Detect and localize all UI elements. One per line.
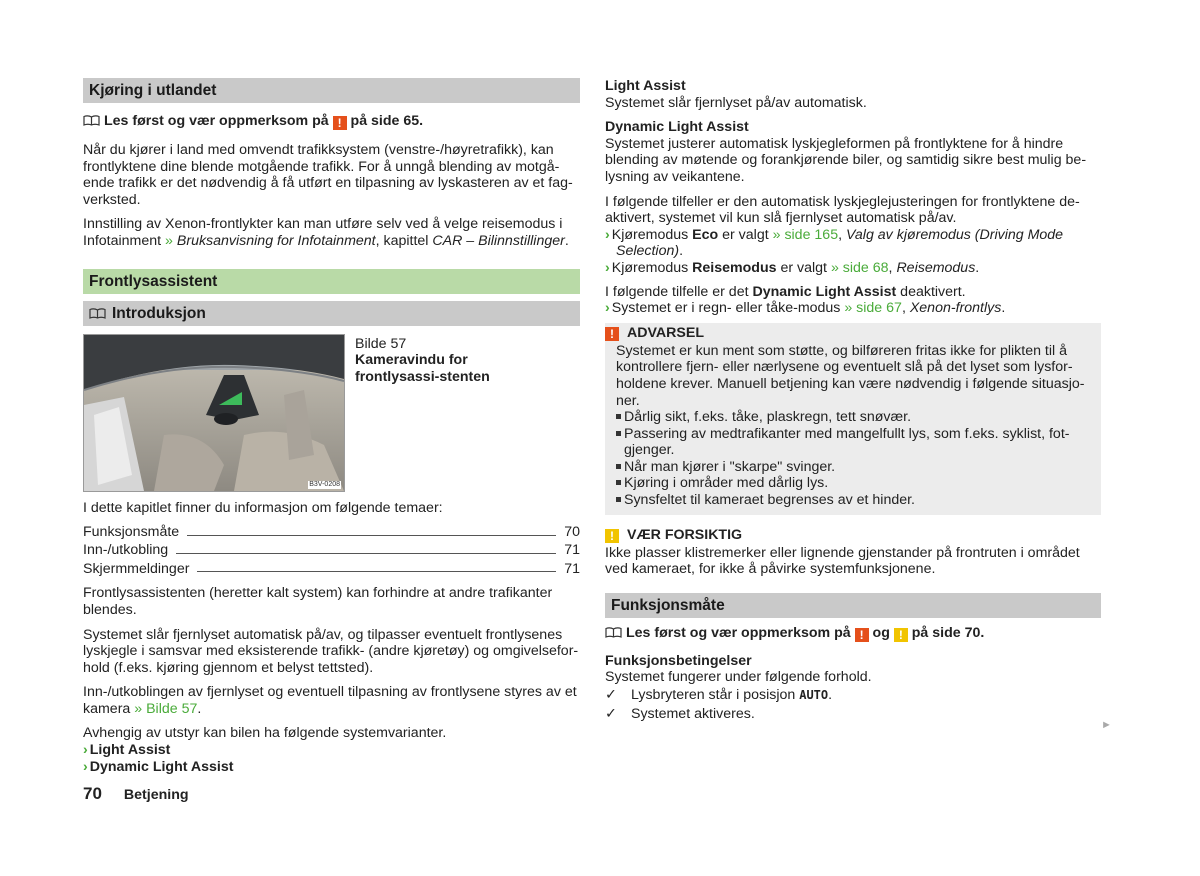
link-infotainment-manual[interactable]: » [165, 232, 177, 249]
subheading-dynamic-light-assist: Dynamic Light Assist [605, 119, 749, 136]
figure-57 [83, 334, 580, 492]
page-number: 70 [83, 784, 102, 803]
paragraph-omvendt-trafikk: Når du kjører i land med omvendt trafikksystem (venstre-/høyretrafikk), kan frontlyktene dine blende motgående trafikk. For å unngå blending av motgå-ende trafikk er det nødvendig å få utført en tilpasning av lyskasteren av et fag-verksted. [83, 142, 573, 208]
toc-item-funksjonsmate[interactable]: Funksjonsmåte 70 [83, 523, 580, 540]
condition-item: ✓ Systemet aktiveres. [605, 706, 755, 723]
camera-window-photo [83, 334, 345, 492]
subheading-light-assist: Light Assist [605, 78, 686, 94]
case-eco-mode: › Kjøremodus Eco er valgt » side 165, Valg av kjøremodus (Driving Mode Selection). [605, 226, 1064, 260]
deactivation-cases-intro: I følgende tilfeller er den automatisk lyskjeglejusteringen for frontlyktene de-aktivert, systemet vil kun slå fjernlyset automatisk på/av. [605, 193, 1080, 227]
paragraph-system-definition: Frontlysassistenten (heretter kalt system) kan forhindre at andre trafikanter blendes. [83, 585, 553, 618]
warning-item: Når man kjører i "skarpe" svinger. [616, 459, 1091, 476]
continue-arrow-icon: ► [1101, 719, 1112, 731]
toc-item-skjermmeldinger[interactable]: Skjermmeldinger 71 [83, 560, 580, 577]
caution-title: VÆR FORSIKTIG [627, 527, 743, 544]
warning-item: Synsfeltet til kameraet begrenses av et hinder. [616, 492, 1091, 509]
figure-caption: Kameravindu for frontlysassi-stenten [355, 352, 490, 385]
conditions-intro: Systemet fungerer under følgende forhold. [605, 669, 872, 686]
warning-icon: ! [333, 116, 347, 130]
warning-box [605, 323, 1101, 515]
book-icon [83, 115, 100, 126]
book-icon [89, 308, 106, 319]
paragraph-kamera: Inn-/utkoblingen av fjernlyset og eventuell tilpasning av frontlysene styres av et kamera » Bilde 57. [83, 684, 577, 717]
dynamic-light-assist-text: Systemet justerer automatisk lyskjegleformen på frontlyktene for å hindre blending av møtende og forankjørende biler, og samtidig sikre best mulig be-lysning av veikantene. [605, 135, 1087, 185]
footer-section: Betjening [123, 787, 189, 803]
link-side-67[interactable]: » side 67 [844, 300, 902, 317]
page-footer [83, 786, 189, 804]
book-icon [605, 627, 622, 638]
caution-heading [605, 527, 1101, 545]
warning-title: ADVARSEL [627, 325, 704, 342]
warning-item: Passering av medtrafikanter med mangelfullt lys, som f.eks. syklist, fot-gjenger. [616, 426, 1091, 459]
warning-item: Dårlig sikt, f.eks. tåke, plaskregn, tett snøvær. [616, 409, 1091, 426]
caution-icon: ! [605, 529, 619, 543]
warning-icon: ! [605, 327, 619, 341]
warning-icon: ! [855, 628, 869, 642]
condition-item: ✓ Lysbryteren står i posisjon AUTO. [605, 687, 833, 704]
left-column [83, 78, 580, 775]
caution-icon: ! [894, 628, 908, 642]
paragraph-systemvarianter: Avhengig av utstyr kan bilen ha følgende systemvarianter. [83, 725, 447, 742]
variant-dynamic-light-assist: › Dynamic Light Assist [83, 758, 234, 775]
subheading-funksjonsbetingelser: Funksjonsbetingelser [605, 652, 752, 669]
section-heading-introduksjon: Introduksjon [83, 301, 580, 326]
link-bilde-57[interactable]: » Bilde 57 [134, 700, 198, 717]
toc-item-inn-utkobling[interactable]: Inn-/utkobling 71 [83, 542, 580, 559]
right-column [605, 76, 1101, 724]
read-first-note: Les først og vær oppmerksom på ! på side 65. [83, 113, 580, 130]
paragraph-auto-fjernlys: Systemet slår fjernlyset automatisk på/av, og tilpasser eventuelt frontlysenes lyskjegle i samsvar med eksisterende trafikk- (andre kjøretøy) og omgivelsefor-hold (f.eks. kjøring gjennom et belyst tettsted). [83, 626, 579, 676]
link-side-68[interactable]: » side 68 [830, 259, 889, 276]
image-code: B3V-0208 [309, 480, 340, 488]
link-side-165[interactable]: » side 165 [772, 226, 839, 243]
figure-number: Bilde 57 [355, 335, 407, 352]
paragraph-xenon-innstilling: Innstilling av Xenon-frontlykter kan man utføre selv ved å velge reisemodus i Infotainment » Bruksanvisning for Infotainment, kapittel CAR – Bilinnstillinger. [83, 216, 569, 249]
variant-light-assist: › Light Assist [83, 742, 171, 759]
warning-text: Systemet er kun ment som støtte, og bilføreren fritas ikke for plikten til å kontrollere fjern- eller nærlysene og eventuelt slå på det lyset som lysfor-holdene krever. Manuell betjening kan være nødvendig i følgende situasjo-ner. [616, 342, 1085, 409]
section-heading-funksjonsmate: Funksjonsmåte [605, 593, 1101, 618]
chapter-heading-frontlysassistent: Frontlysassistent [83, 269, 580, 294]
auto-switch-symbol: AUTO [799, 688, 829, 703]
dynamic-deactivated-text: I følgende tilfelle er det Dynamic Light Assist deaktivert. [605, 283, 966, 300]
case-regn-take-modus: › Systemet er i regn- eller tåke-modus » side 67, Xenon-frontlys. [605, 300, 1006, 317]
func-read-first-note: Les først og vær oppmerksom på ! og ! på side 70. [605, 625, 1101, 642]
check-icon: ✓ [605, 706, 617, 723]
warning-item: Kjøring i områder med dårlig lys. [616, 475, 1091, 492]
toc-list [83, 522, 580, 577]
check-icon: ✓ [605, 687, 617, 704]
light-assist-text: Systemet slår fjernlyset på/av automatisk. [605, 94, 867, 111]
toc-intro: I dette kapitlet finner du informasjon om følgende temaer: [83, 499, 443, 516]
section-heading-kjoring-i-utlandet: Kjøring i utlandet [83, 78, 580, 103]
case-reisemodus: › Kjøremodus Reisemodus er valgt » side 68, Reisemodus. [605, 259, 980, 276]
caution-text: Ikke plasser klistremerker eller lignende gjenstander på frontruten i området ved kameraet, for ikke å påvirke systemfunksjonene. [605, 544, 1080, 578]
